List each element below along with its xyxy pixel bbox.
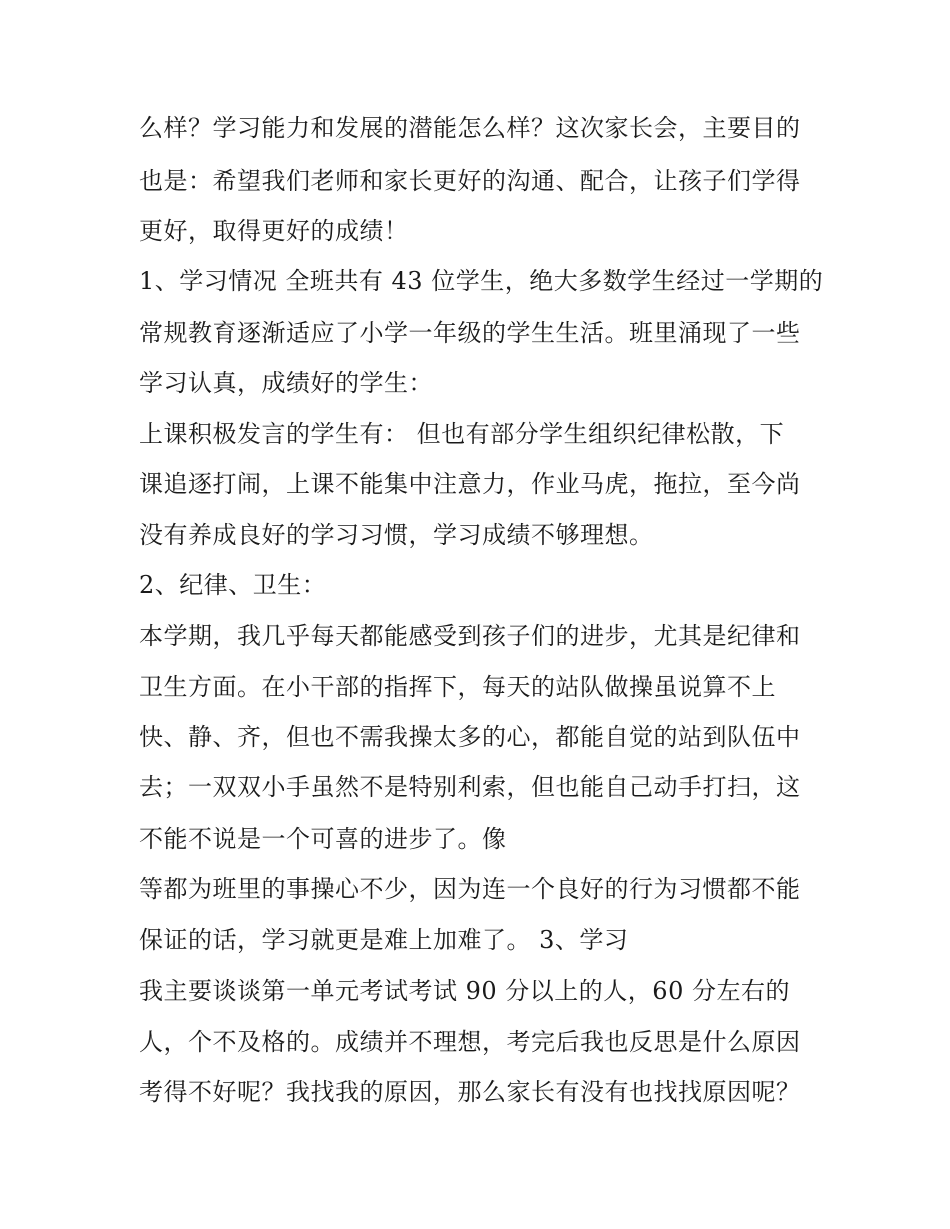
text-line-2: 也是：希望我们老师和家长更好的沟通、配合，让孩子们学得 xyxy=(139,167,801,195)
text-line-9: 没有养成良好的学习习惯，学习成绩不够理想。 xyxy=(139,521,654,549)
text-line-11: 本学期，我几乎每天都能感受到孩子们的进步，尤其是纪律和 xyxy=(139,622,801,650)
text-line-20: 考得不好呢？我找我的原因，那么家长有没有也找找原因呢？ xyxy=(139,1078,801,1106)
text-line-14: 去；一双双小手虽然不是特别利索，但也能自己动手打扫，这 xyxy=(139,773,801,801)
text-line-3: 更好，取得更好的成绩！ xyxy=(139,217,409,245)
text-line-15: 不能不说是一个可喜的进步了。像 xyxy=(139,825,507,853)
text-line-8: 课追逐打闹，上课不能集中注意力，作业马虎，拖拉，至今尚 xyxy=(139,470,801,498)
text-line-18: 我主要谈谈第一单元考试考试 90 分以上的人，60 分左右的 xyxy=(139,977,790,1005)
text-line-16: 等都为班里的事操心不少，因为连一个良好的行为习惯都不能 xyxy=(139,875,801,903)
text-line-17: 保证的话，学习就更是难上加难了。 3、学习 xyxy=(139,926,629,954)
text-line-6: 学习认真，成绩好的学生： xyxy=(139,369,433,397)
text-line-1: 么样？学习能力和发展的潜能怎么样？这次家长会，主要目的 xyxy=(139,114,801,142)
text-line-10: 2、纪律、卫生： xyxy=(139,571,327,599)
text-line-4: 1、学习情况 全班共有 43 位学生，绝大多数学生经过一学期的 xyxy=(139,267,824,295)
text-line-7: 上课积极发言的学生有： 但也有部分学生组织纪律松散，下 xyxy=(139,420,785,448)
text-line-13: 快、静、齐，但也不需我操太多的心，都能自觉的站到队伍中 xyxy=(139,723,801,751)
text-line-19: 人，个不及格的。成绩并不理想，考完后我也反思是什么原因 xyxy=(139,1028,801,1056)
text-line-12: 卫生方面。在小干部的指挥下，每天的站队做操虽说算不上 xyxy=(139,673,776,701)
text-line-5: 常规教育逐渐适应了小学一年级的学生生活。班里涌现了一些 xyxy=(139,319,801,347)
